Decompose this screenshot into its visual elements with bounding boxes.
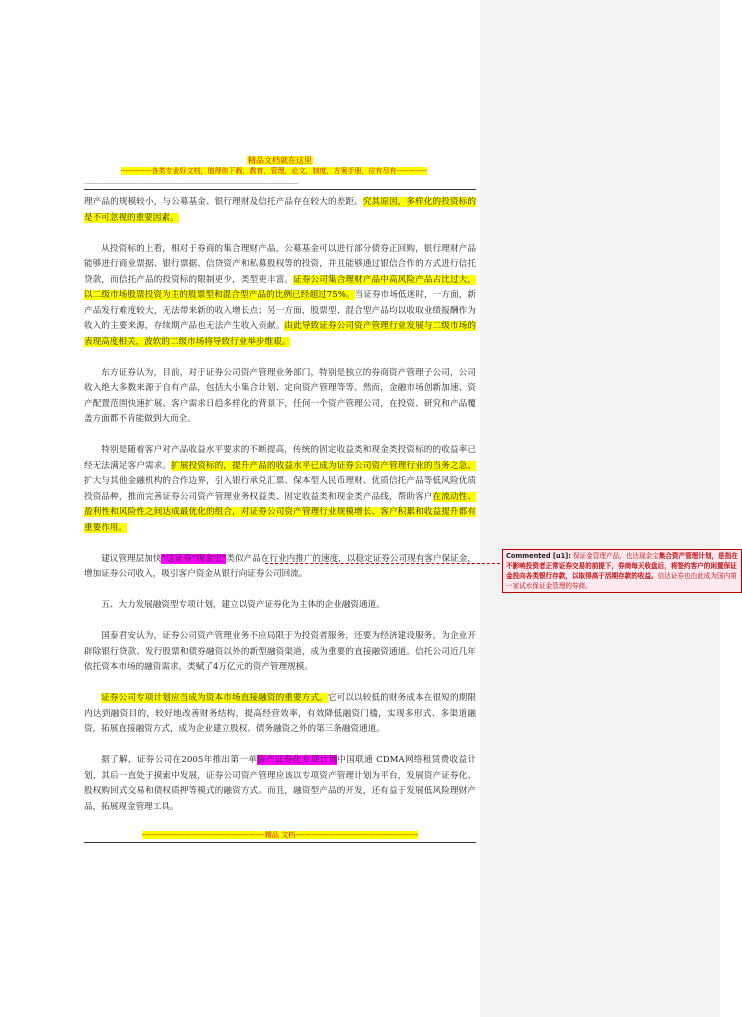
header-dashes: -------------------------------------------------------------------------------------------------------------------------------------------- <box>84 180 298 187</box>
paragraph-8: 证券公司专项计划应当成为资本市场直接融资的重要方式。它可以以较低的财务成本在很短的期限内达到融资目的，较好地改善财务结构，提高经营效率，有效降低融资门槛，实现多形式、多渠道融资，拓展直接融资方式，成为企业建立股权、债务融资之外的第三条融资通道。 <box>84 693 476 734</box>
comments-pane <box>480 0 720 1017</box>
comment-label: Commented [u1]: <box>506 552 571 560</box>
paragraph-9: 据了解，证券公司在2005年推出第一单资产证券化专项计划中国联通 CDMA网络租赁费收益计划，其后一直处于摸索中发展，证券公司资产管理应该以专项资产管理计划为平台，发展资产证券化、股权购回式交易和债权质押等模式的融资方式。而且，融资型产品的开发，还有益于发展低风险理财产品，拓展现金管理工具。 <box>84 755 476 812</box>
paragraph-5: 建议管理层加快“这证券”现金宝”类似产品在行业内推广的速度，以稳定证券公司现有客户保证金，增加证券公司收入，吸引客户资金从银行向证券公司回流。 <box>84 553 476 579</box>
paragraph-6: 五、大力发展融资型专项计划，建立以资产证券化为主体的企业融资通道。 <box>101 600 385 610</box>
comment-balloon[interactable]: Commented [u1]: 保证金管理产品，也达现金宝集合资产管理计划，是指在不影响投资者正常证券交易的前提下，券商每天收盘后，将签约客户的闲置保证金投向各类银行存款，以取得高于活期存款的收益。信达证券也由此成为国内第一家试水保证金管理的券商。 <box>502 549 742 593</box>
footer-text: ----------------------------------------------------精品 文档---------------------------------------------------- <box>141 831 419 839</box>
paragraph-2: 从投资标的上看，相对于券商的集合理财产品，公募基金可以进行部分债券正回购，银行理财产品能够进行商业票据、银行票据、信贷资产和私募股权等的投资，并且能够通过银信合作的方式进行信托贷款，而信托产品的投资标的限制更少，类型更丰富。证券公司集合理财产品中高风险产品占比过大，以二级市场股票投资为主的股票型和混合型产品的比例已经超过75%。当证券市场低迷时，一方面，新产品发行难度较大，无法带来新的收入增长点；另一方面，股票型、混合型产品均以收取业绩报酬作为收入的主要来源，存续期产品也无法产生收入贡献。由此导致证券公司资产管理行业发展与二级市场的表现高度相关，波软的二级市场将导致行业举步维艰。 <box>84 243 476 347</box>
header-tagline: -------------各类专业好文档，值得你下载，教育，管理，论文，制度，方案手册，应有尽有------------- <box>120 167 428 175</box>
comment-anchor[interactable]: “这证券”现金宝” <box>161 553 227 564</box>
header-rule <box>84 189 476 190</box>
header-title: 精品文档就在这里 <box>248 156 312 165</box>
paragraph-7: 国泰君安认为，证券公司资产管理业务不应局限于为投资者服务，还要为经济建设服务，为企业开辟除银行贷款、发行股票和债券融资以外的新型融资渠道，成为重要的直接融资通道。信托公司近几年依托资本市场的融资需求，类赋了4万亿元的资产管理规模。 <box>84 631 476 672</box>
document-body <box>84 195 476 831</box>
comment-connector <box>265 563 505 565</box>
paragraph-4: 特别是随着客户对产品收益水平要求的不断提高，传统的固定收益类和现金类投资标的的收益率已经无法满足客户需求。扩展投资标的，提升产品的收益水平已成为证券公司资产管理行业的当务之急。扩大与其他金融机构的合作边界，引入银行承兑汇票、保本型人民币理财、优质信托产品等低风险优质投资品种，推而完善证券公司资产管理业务权益类、固定收益类和现金类产品线，帮助客户在流动性、盈利性和风险性之间达成最优化的组合，对证券公司资产管理行业规模增长、客户积累和收益提升都有重要作用。 <box>84 445 476 533</box>
paragraph-1: 理产品的规模较小，与公募基金、银行理财及信托产品存在较大的差距。究其原因，多样化的投资标的是不可忽视的重要因素。 <box>84 197 476 223</box>
paragraph-3: 东方证券认为，目前，对于证券公司资产管理业务部门，特别是独立的券商资产管理子公司，公司收入绝大多数来源于自有产品，包括大小集合计划、定向资产管理等等。然而，金融市场创新加速、资产配置范围快速扩展、客户需求日趋多样化的背景下，任何一个资产管理公司，在投资、研究和产品覆盖方面都不肯能做到大而全。 <box>84 367 476 424</box>
footer-rule <box>84 842 476 843</box>
